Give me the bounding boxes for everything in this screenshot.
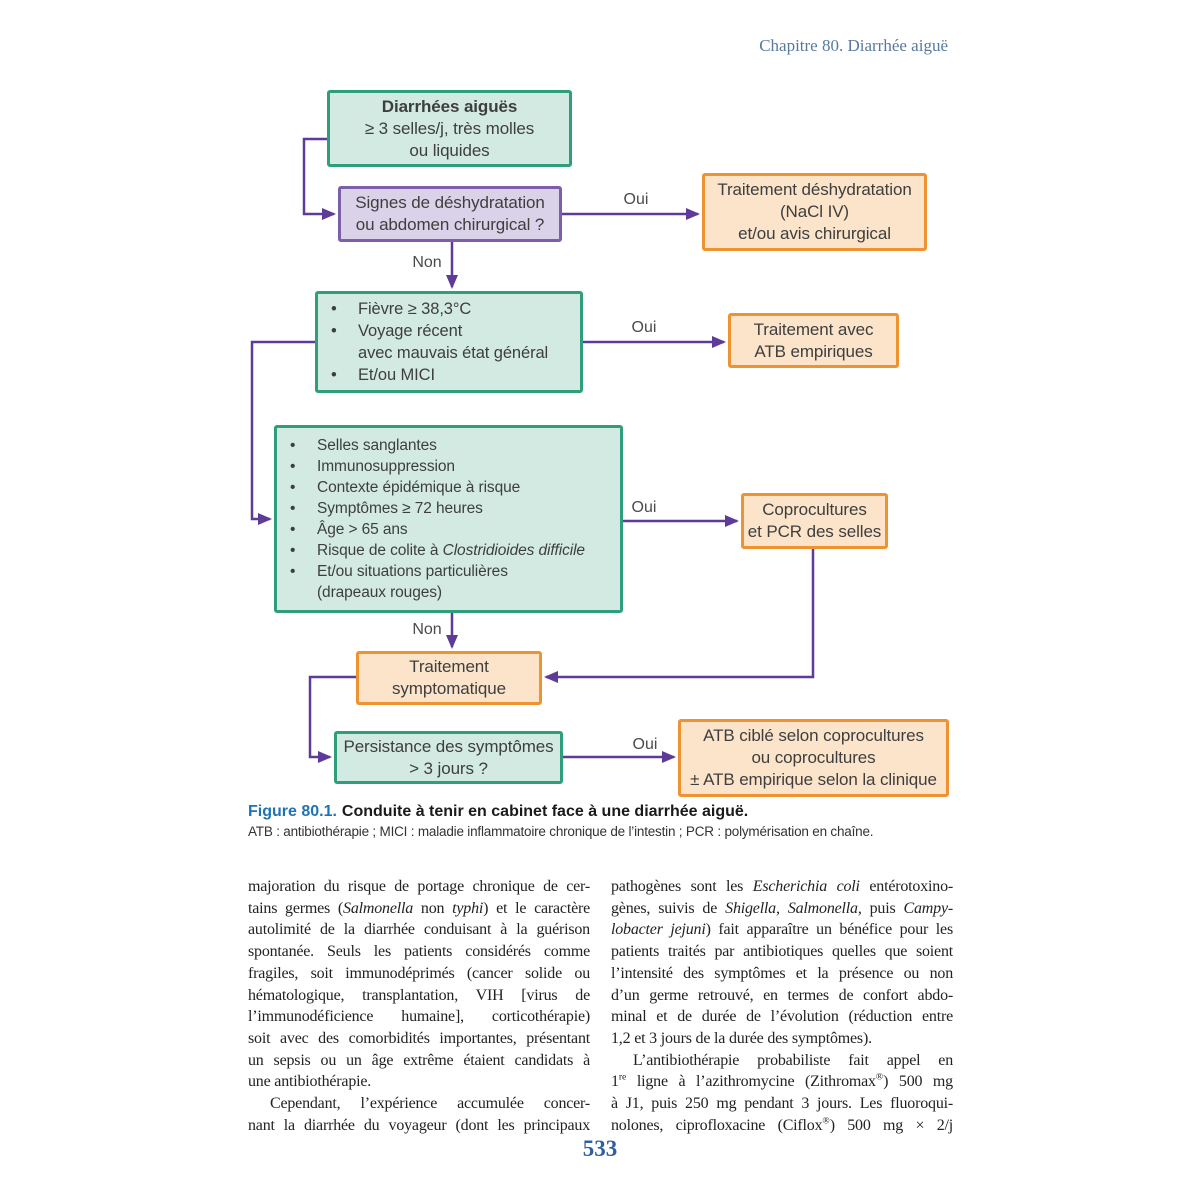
text-line: spontanée. Seuls les patients considérés comme	[248, 943, 590, 961]
label-oui-persistance: Oui	[632, 736, 658, 753]
page-number: 533	[582, 1136, 618, 1161]
text-line: Traitement avec	[753, 319, 874, 339]
text-line: L’antibiothérapie probabiliste fait appel en	[633, 1051, 953, 1069]
text-line: ± ATB empirique selon la clinique	[690, 770, 937, 789]
text-line: (NaCl IV)	[780, 202, 849, 221]
text-line: l’immunodéficience humaine], corticothérapie)	[248, 1008, 590, 1026]
text-line: ≥ 3 selles/j, très molles	[364, 118, 535, 138]
text-line: Traitement	[409, 657, 489, 676]
flowchart-box-diarrhees-aigues	[327, 90, 572, 167]
box-text	[355, 192, 544, 236]
text-line: l’intensité des symptômes et la présence ou non	[611, 964, 953, 982]
bullet-item: • Immunosuppression	[277, 456, 620, 477]
chapter-header: Chapitre 80. Diarrhée aiguë	[759, 36, 948, 55]
text-line: une antibiothérapie.	[248, 1073, 372, 1091]
text-line: fragiles, soit immunodéprimés (cancer solide ou	[248, 964, 590, 982]
label-non-drapeaux: Non	[412, 621, 442, 638]
label-oui-drapeaux: Oui	[631, 499, 657, 516]
box-text	[392, 656, 506, 700]
box-bullet-list	[277, 435, 620, 603]
box-text	[717, 179, 911, 245]
bullet-item: • Et/ou MICI	[318, 364, 580, 386]
text-line: pathogènes sont les Escherichia coli entérotoxino-	[611, 878, 953, 895]
flowchart-box-atb-cible	[678, 719, 949, 797]
text-line: Traitement déshydratation	[717, 180, 912, 199]
text-line: majoration du risque de portage chronique de cer-	[248, 878, 590, 895]
text-line: Signes de déshydratation	[355, 193, 545, 212]
text-line: hématologique, transplantation, VIH [virus de	[248, 986, 590, 1004]
text-line: Cependant, l’expérience accumulée concer-	[270, 1095, 590, 1113]
flowchart-box-drapeaux-rouges	[274, 425, 623, 613]
text-line: à J1, puis 250 mg pendant 3 jours. Les fluoroqui-	[611, 1095, 953, 1113]
text-line: ou coprocultures	[751, 748, 876, 767]
bullet-item: • Symptômes ≥ 72 heures	[277, 498, 620, 519]
bullet-item: • Selles sanglantes	[277, 435, 620, 456]
text-line: et/ou avis chirurgical	[738, 224, 891, 243]
bullet-item: • Et/ou situations particulières (drapeaux rouges)	[277, 561, 620, 603]
text-line: autolimité de la diarrhée conduisant à la guérison	[248, 921, 590, 939]
box-text	[690, 725, 937, 791]
box-text	[343, 736, 553, 780]
text-line: un sepsis ou un âge extrême étaient candidats à	[248, 1051, 590, 1069]
text-line: lobacter jejuni) fait apparaître un bénéfice pour les	[611, 921, 953, 939]
box-text	[748, 499, 881, 543]
flowchart-box-fievre-voyage-mici	[315, 291, 583, 393]
text-line: 1re ligne à l’azithromycine (Zithromax®) 500 mg	[611, 1072, 953, 1091]
bullet-item: • Voyage récent avec mauvais état général	[318, 320, 580, 364]
flowchart-box-persistance-symptomes	[334, 731, 563, 784]
text-line: gènes, suivis de Shigella, Salmonella, puis Campy-	[611, 899, 953, 917]
label-oui-signes: Oui	[623, 191, 649, 208]
flowchart-box-atb-empiriques	[728, 313, 899, 368]
text-line: symptomatique	[392, 679, 506, 698]
text-line: 1,2 et 3 jours de la durée des symptômes).	[611, 1029, 872, 1047]
text-line: Persistance des symptômes	[343, 736, 554, 756]
box-text	[365, 118, 534, 162]
bullet-item: • Contexte épidémique à risque	[277, 477, 620, 498]
text-line: ou abdomen chirurgical ?	[355, 215, 545, 234]
text-line: d’un germe retrouvé, en termes de confort abdo-	[611, 986, 953, 1004]
text-line: tains germes (Salmonella non typhi) et le caractère	[248, 899, 591, 917]
flowchart-box-traitement-deshydratation	[702, 173, 927, 251]
text-line: soit avec des comorbidités importantes, présentant	[248, 1029, 590, 1047]
text-line: ATB empiriques	[754, 341, 873, 361]
bullet-item: • Fièvre ≥ 38,3°C	[318, 298, 580, 320]
text-line: ATB ciblé selon coprocultures	[703, 726, 924, 745]
text-line: patients traités par antibiotiques quelles que soient	[611, 943, 953, 961]
text-line: et PCR des selles	[747, 522, 882, 541]
label-non-signes: Non	[412, 254, 442, 271]
flowchart-box-signes-deshydratation	[338, 186, 562, 242]
text-line: > 3 jours ?	[409, 758, 488, 778]
figure-label: Figure 80.1.	[248, 803, 337, 820]
bullet-item: • Âge > 65 ans	[277, 519, 620, 540]
flowchart-box-traitement-symptomatique	[356, 651, 542, 705]
label-oui-fievre: Oui	[631, 319, 657, 336]
box-title: Diarrhées aiguës	[381, 96, 518, 116]
bullet-item: • Risque de colite à Clostridioides difficile	[277, 540, 620, 561]
box-bullet-list	[318, 298, 580, 386]
text-line: Coprocultures	[762, 500, 867, 519]
text-line: minal et de durée de l’évolution (réduction entre	[611, 1008, 953, 1026]
text-line: nolones, ciprofloxacine (Ciflox®) 500 mg × 2/j	[611, 1115, 953, 1134]
figure-legend: ATB : antibiothérapie ; MICI : maladie inflammatoire chronique de l’intestin ; PCR : polymérisation en chaîne.	[248, 824, 874, 839]
figure-title: Conduite à tenir en cabinet face à une diarrhée aiguë.	[341, 803, 749, 820]
text-line: nant la diarrhée du voyageur (dont les principaux	[248, 1116, 590, 1134]
box-text	[754, 319, 874, 363]
flowchart-box-coprocultures	[741, 493, 888, 549]
text-line: ou liquides	[409, 140, 490, 160]
